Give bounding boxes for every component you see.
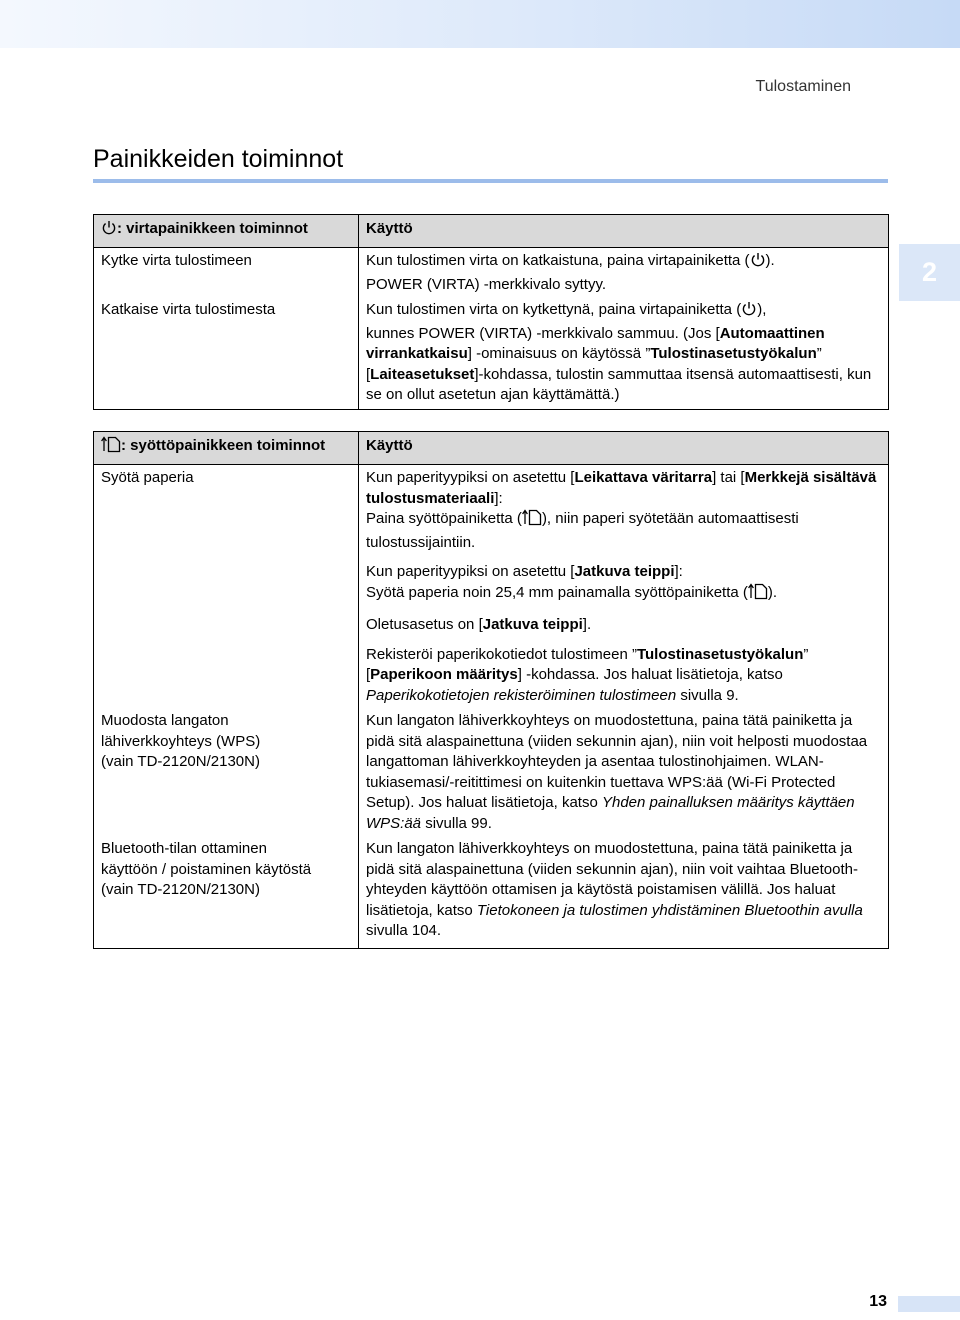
feed-icon bbox=[522, 509, 542, 533]
cross-reference-link: Paperikokotietojen rekisteröiminen tulostimeen bbox=[366, 686, 677, 704]
table-row bbox=[94, 248, 889, 298]
table-header-usage: Käyttö bbox=[359, 432, 889, 465]
function-cell: Muodosta langaton lähiverkkoyhteys (WPS) (vain TD-2120N/2130N) bbox=[94, 708, 359, 836]
power-button-table bbox=[93, 214, 889, 410]
page-number: 13 bbox=[869, 1293, 887, 1310]
table-row bbox=[94, 836, 889, 948]
usage-cell: Kun paperityypiksi on asetettu [Leikattava väritarra] tai [Merkkejä sisältävä tulostusmateriaali]: Paina syöttöpainiketta ( ), niin paperi syötetään automaattisesti tulostussijaintiin. Kun paperityypiksi on asetettu [Jatkuva teippi]: Syötä paperia noin 25,4 mm painamalla syöttöpainiketta ( ). Oletusasetus on [Jatkuva teippi]. Rekisteröi paperikokotiedot tulostimeen ”Tulostinasetustyökalun” [Paperikoon määritys] -kohdassa. Jos haluat lisätietoja, katso Paperikokotietojen rekisteröiminen tulostimeen sivulla 9. bbox=[359, 465, 889, 709]
feed-icon bbox=[748, 583, 768, 607]
table-row bbox=[94, 297, 889, 409]
running-header: Tulostaminen bbox=[755, 78, 851, 95]
table-header-function: : syöttöpainikkeen toiminnot bbox=[94, 432, 359, 465]
feed-icon bbox=[101, 436, 121, 459]
function-cell: Kytke virta tulostimeen bbox=[94, 248, 359, 298]
feed-button-table bbox=[93, 431, 889, 949]
bottom-band bbox=[898, 1296, 960, 1312]
usage-cell: Kun tulostimen virta on kytkettynä, paina virtapainiketta ( ), kunnes POWER (VIRTA) -merkkivalo sammuu. (Jos [Automaattinen virrankatkaisu] -ominaisuus on käytössä ”Tulostinasetustyökalun” [Laiteasetukset]-kohdassa, tulostin sammuttaa itsensä automaattisesti, kun se on ollut asetetun ajan käyttämättä.) bbox=[359, 297, 889, 409]
function-cell: Syötä paperia bbox=[94, 465, 359, 709]
table-header-function: : virtapainikkeen toiminnot bbox=[94, 215, 359, 248]
power-icon bbox=[750, 252, 766, 275]
page-title: Painikkeiden toiminnot bbox=[93, 145, 344, 173]
table-row bbox=[94, 465, 889, 709]
table-header-row bbox=[94, 215, 889, 248]
chapter-tab: 2 bbox=[899, 244, 960, 301]
function-cell: Bluetooth-tilan ottaminen käyttöön / poistaminen käytöstä (vain TD-2120N/2130N) bbox=[94, 836, 359, 948]
power-icon bbox=[101, 220, 117, 242]
power-icon bbox=[741, 301, 757, 324]
cross-reference-link: Yhden painalluksen määritys käyttäen WPS:ää bbox=[366, 794, 855, 832]
usage-cell: Kun langaton lähiverkkoyhteys on muodostettuna, paina tätä painiketta ja pidä sitä alaspainettuna (viiden sekunnin ajan), niin voit helposti muodostaa langattoman lähiverkkoyhteyden ja asentaa tulostinohjaimen. WLAN-tukiasemasi/-reitittimesi on kuitenkin tuettava WPS:ää (Wi-Fi Protected Setup). Jos haluat lisätietoja, katso Yhden painalluksen määritys käyttäen WPS:ää sivulla 99. bbox=[359, 708, 889, 836]
function-cell: Katkaise virta tulostimesta bbox=[94, 297, 359, 409]
table-header-row bbox=[94, 432, 889, 465]
title-rule bbox=[93, 179, 888, 183]
table-header-usage: Käyttö bbox=[359, 215, 889, 248]
top-band bbox=[0, 0, 960, 48]
usage-cell: Kun tulostimen virta on katkaistuna, paina virtapainiketta ( ). POWER (VIRTA) -merkkivalo syttyy. bbox=[359, 248, 889, 298]
cross-reference-link: Tietokoneen ja tulostimen yhdistäminen Bluetoothin avulla bbox=[476, 901, 863, 919]
table-row bbox=[94, 708, 889, 836]
usage-cell: Kun langaton lähiverkkoyhteys on muodostettuna, paina tätä painiketta ja pidä sitä alaspainettuna (viiden sekunnin ajan), niin voit vaihtaa Bluetooth-yhteyden käyttöön ottamisen ja käytöstä poistamisen välillä. Jos haluat lisätietoja, katso Tietokoneen ja tulostimen yhdistäminen Bluetoothin avulla sivulla 104. bbox=[359, 836, 889, 948]
